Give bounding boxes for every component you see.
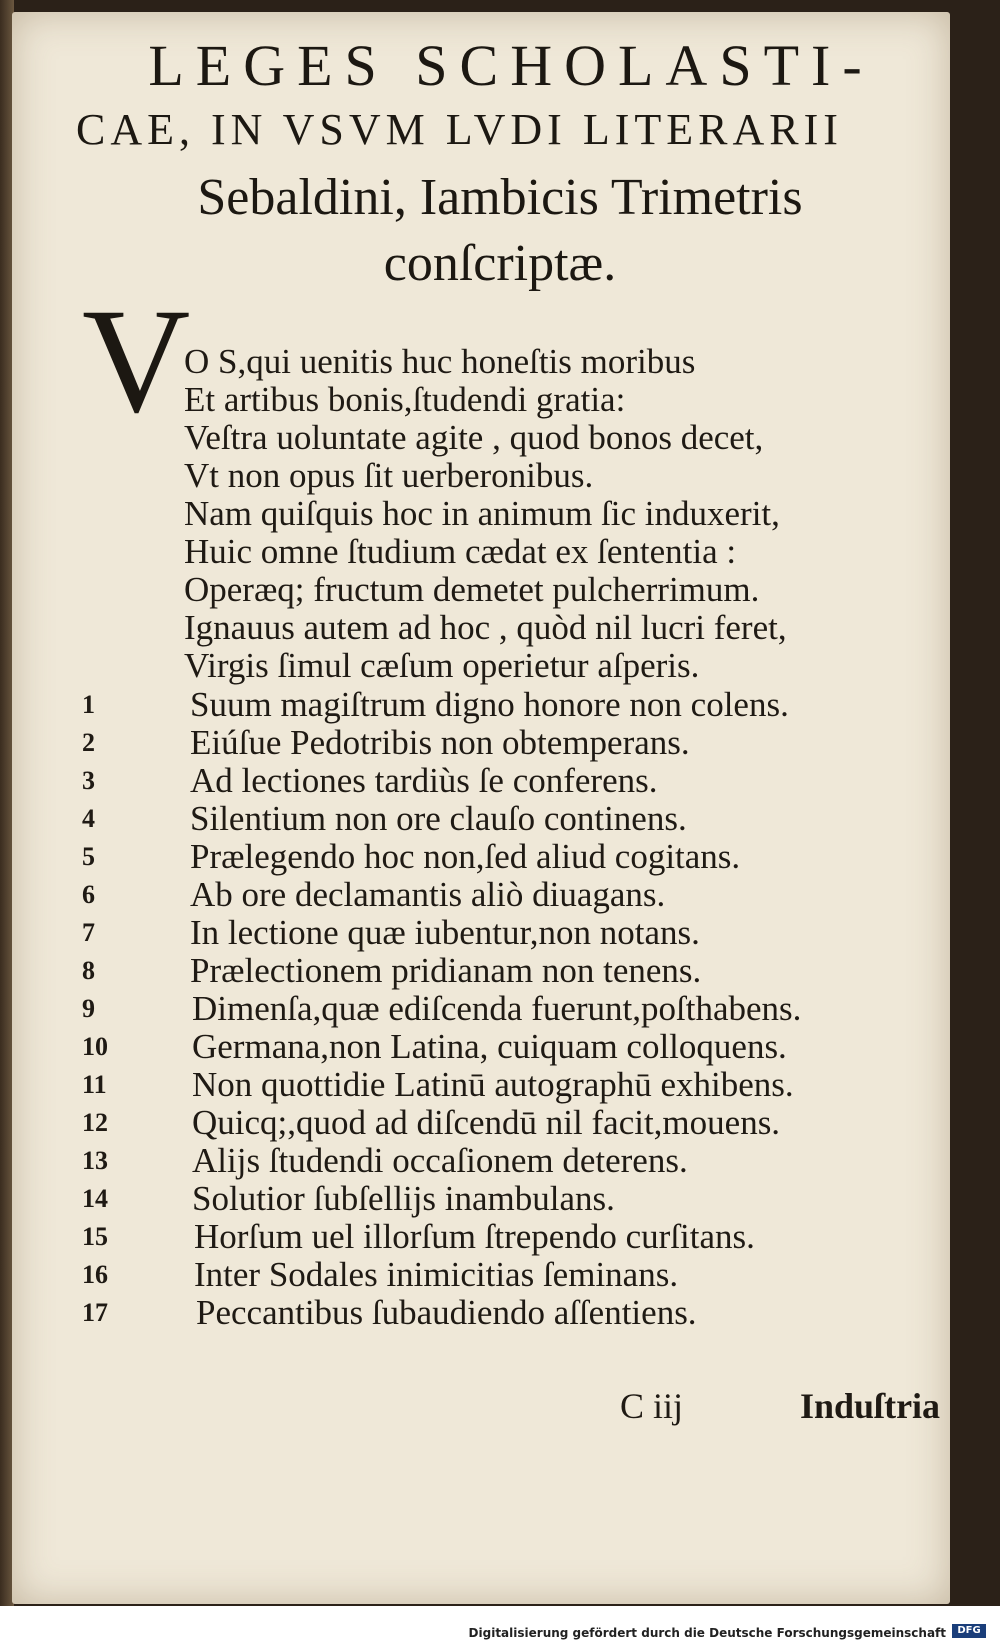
intro-line: Et artibus bonis,ſtudendi gratia:: [184, 380, 626, 419]
rule-text: Quicq;,quod ad diſcendū nil facit,mouens.: [192, 1103, 781, 1142]
heading-line-2: CAE, IN VSVM LVDI LITERARII: [76, 105, 843, 154]
rule-text: Horſum uel illorſum ſtrependo curſitans.: [194, 1217, 755, 1256]
intro-line: Vt non opus ſit uerberonibus.: [184, 456, 594, 495]
rule-number: 8: [82, 956, 95, 985]
intro-line: Operæq; fructum demetet pulcherrimum.: [184, 570, 760, 609]
rule-text: Peccantibus ſubaudiendo aſſentiens.: [196, 1293, 697, 1332]
catchword: Induſtria: [800, 1386, 941, 1426]
rule-number: 15: [82, 1222, 108, 1251]
rule-text: Suum magiſtrum digno honore non colens.: [190, 685, 789, 724]
rule-text: Alijs ſtudendi occaſionem deterens.: [192, 1141, 688, 1180]
rule-text: Prælegendo hoc non,ſed aliud cogitans.: [190, 837, 741, 876]
rule-number: 10: [82, 1032, 108, 1061]
rule-number: 13: [82, 1146, 108, 1175]
intro-line: Nam quiſquis hoc in animum ſic induxerit,: [184, 494, 780, 533]
intro-line: Ignauus autem ad hoc , quòd nil lucri feret,: [184, 608, 787, 647]
rule-number: 6: [82, 880, 95, 909]
rule-text: Solutior ſubſellijs inambulans.: [192, 1179, 615, 1218]
rule-number: 7: [82, 918, 95, 947]
heading-line-1: LEGES SCHOLASTI-: [148, 33, 874, 98]
rule-number: 1: [82, 690, 95, 719]
rule-number: 2: [82, 728, 95, 757]
rule-number: 14: [82, 1184, 108, 1213]
intro-line: Huic omne ſtudium cædat ex ſententia :: [184, 532, 737, 571]
rule-text: Non quottidie Latinū autographū exhibens.: [192, 1065, 794, 1104]
rule-text: Ab ore declamantis aliò diuagans.: [190, 875, 666, 914]
rule-number: 11: [82, 1070, 107, 1099]
rule-text: Germana,non Latina, cuiquam colloquens.: [192, 1027, 787, 1066]
rule-text: Inter Sodales inimicitias ſeminans.: [194, 1255, 679, 1294]
rule-number: 17: [82, 1298, 108, 1327]
heading-line-3: Sebaldini, Iambicis Trimetris: [197, 169, 803, 226]
rule-text: Eiúſue Pedotribis non obtemperans.: [190, 723, 690, 762]
intro-line: Virgis ſimul cæſum operietur aſperis.: [184, 646, 700, 685]
heading-line-4: conſcriptæ.: [383, 235, 617, 292]
rule-text: Dimenſa,quæ ediſcenda fuerunt,poſthabens.: [192, 989, 802, 1028]
rule-text: In lectione quæ iubentur,non notans.: [190, 913, 700, 952]
intro-line: Veſtra uoluntate agite , quod bonos decet,: [184, 418, 764, 457]
intro-line: O S,qui uenitis huc honeſtis moribus: [184, 342, 696, 381]
rule-text: Silentium non ore clauſo continens.: [190, 799, 687, 838]
rule-text: Ad lectiones tardiùs ſe conferens.: [190, 761, 658, 800]
digitization-credit: Digitalisierung gefördert durch die Deutsche Forschungsgemeinschaft: [468, 1626, 946, 1640]
rule-number: 16: [82, 1260, 108, 1289]
rule-number: 4: [82, 804, 95, 833]
signature-mark: C iij: [620, 1386, 684, 1426]
dfg-logo: DFG: [952, 1624, 986, 1638]
rule-number: 3: [82, 766, 95, 795]
rule-number: 9: [82, 994, 95, 1023]
rule-number: 12: [82, 1108, 108, 1137]
rule-text: Prælectionem pridianam non tenens.: [190, 951, 702, 990]
drop-capital: V: [82, 278, 191, 444]
rule-number: 5: [82, 842, 95, 871]
